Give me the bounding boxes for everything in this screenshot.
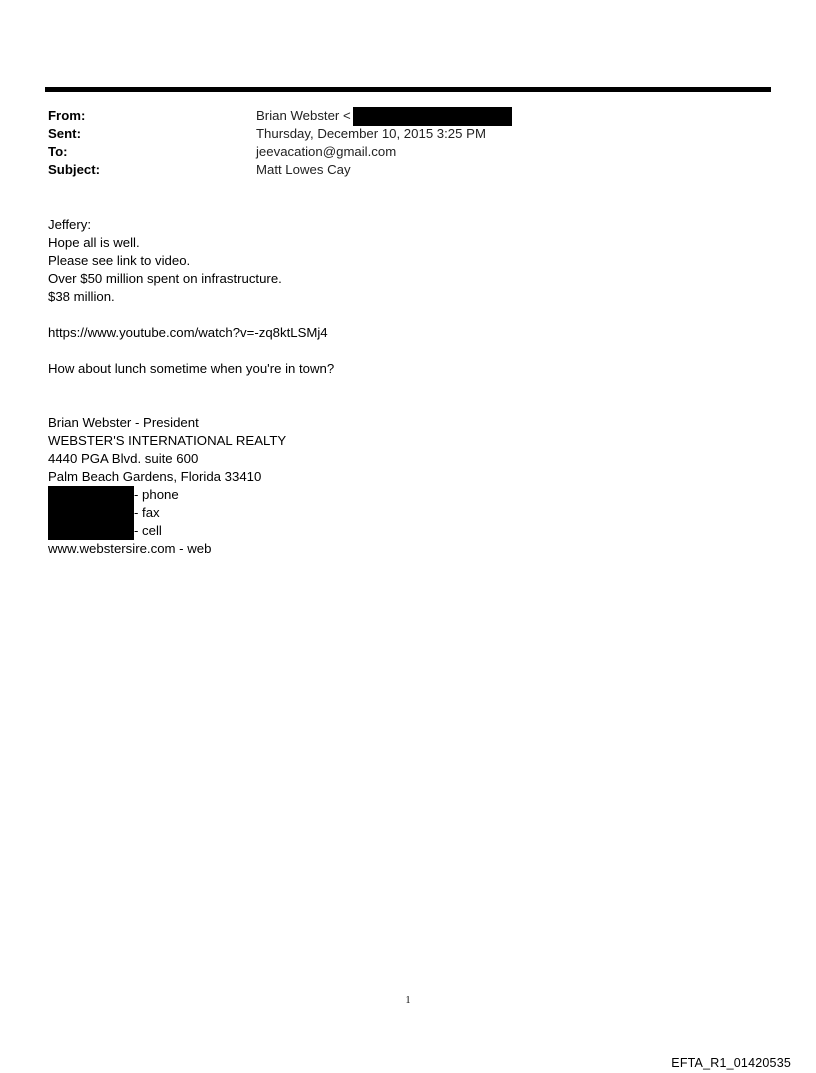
email-body (48, 216, 334, 558)
header-rule (45, 87, 771, 92)
body-line: Hope all is well. (48, 235, 140, 250)
phone-suffix: - phone (134, 487, 179, 502)
sent-row (48, 125, 768, 143)
redacted-email (353, 107, 512, 126)
bates-number: EFTA_R1_01420535 (671, 1056, 791, 1070)
body-line: Please see link to video. (48, 253, 191, 268)
signature-cell-row (48, 522, 334, 540)
greeting: Jeffery: (48, 217, 92, 232)
signature-address1: 4440 PGA Blvd. suite 600 (48, 451, 199, 466)
to-row (48, 143, 768, 161)
body-question: How about lunch sometime when you're in town? (48, 361, 335, 376)
signature-address2: Palm Beach Gardens, Florida 33410 (48, 469, 262, 484)
signature-fax-row (48, 504, 334, 522)
subject-label: Subject: (48, 162, 101, 177)
signature-phone-row (48, 486, 334, 504)
signature-web[interactable]: www.webstersire.com - web (48, 541, 212, 556)
email-header (48, 107, 768, 179)
sent-value: Thursday, December 10, 2015 3:25 PM (256, 126, 486, 141)
page-number: 1 (405, 995, 411, 1006)
sent-label: Sent: (48, 126, 81, 141)
fax-suffix: - fax (134, 505, 160, 520)
redacted-fax (48, 504, 134, 522)
redacted-cell (48, 522, 134, 540)
subject-row (48, 161, 768, 179)
from-value (256, 107, 512, 125)
signature-company: WEBSTER'S INTERNATIONAL REALTY (48, 433, 287, 448)
body-line: $38 million. (48, 289, 115, 304)
body-line: Over $50 million spent on infrastructure. (48, 271, 282, 286)
from-label: From: (48, 108, 86, 123)
to-value: jeevacation@gmail.com (256, 144, 397, 159)
redacted-phone (48, 486, 134, 504)
to-label: To: (48, 144, 68, 159)
video-link[interactable]: https://www.youtube.com/watch?v=-zq8ktLSMj4 (48, 325, 328, 340)
sender-name: Brian Webster < (256, 108, 351, 123)
from-row (48, 107, 768, 125)
signature-name: Brian Webster - President (48, 415, 199, 430)
subject-value: Matt Lowes Cay (256, 162, 351, 177)
cell-suffix: - cell (134, 523, 162, 538)
